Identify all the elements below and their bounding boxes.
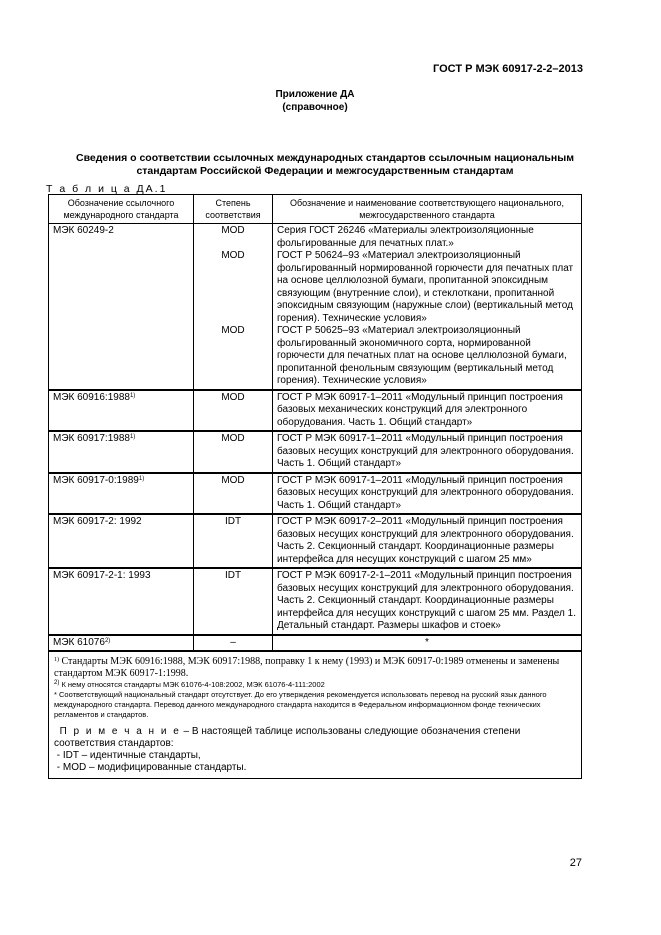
table-body	[49, 224, 582, 652]
degree-value: IDT	[224, 516, 242, 527]
national-standard-cell	[273, 390, 582, 432]
table-caption: Т а б л и ц а ДА.1	[46, 183, 168, 195]
footnote-3: * Соответствующий национальный стандарт отсутствует. До его утверждения рекомендуется использовать перевод на русский язык данного международного стандарта. Перевод данного международного стандарта находится в Федеральном информационном фонде технических регламентов и стандартов.	[54, 690, 547, 719]
page-number: 27	[569, 857, 582, 869]
national-standard-text: ГОСТ Р МЭК 60917-1–2011 «Модульный принцип построения базовых несущих конструкций для электронного оборудования. Часть 1. Общий стандарт»	[277, 433, 574, 469]
correspondence-table-wrap	[48, 194, 582, 779]
national-standard-cell	[273, 568, 582, 635]
footnote-mark: 1)	[138, 475, 145, 482]
national-standard-cell	[273, 224, 582, 390]
note-item-idt-text: - IDT – идентичные стандарты,	[56, 750, 201, 761]
note-text: – В настоящей таблице использованы следующие обозначения степени соответствия стандартов:	[54, 726, 521, 749]
note-label: П р и м е ч а н и е	[59, 726, 181, 737]
degree-cell	[194, 431, 273, 473]
national-standard-text: ГОСТ Р МЭК 60917-1–2011 «Модульный принцип построения базовых механических конструкций для электронного оборудования. Часть 1. Общий стандарт»	[277, 391, 563, 428]
degree-cell	[194, 473, 273, 515]
column-header-degree: Степень соответствия	[194, 195, 273, 224]
annex-title: Приложение ДА	[275, 89, 355, 100]
footnote-mark: 2)	[104, 637, 111, 644]
national-standard-text: ГОСТ Р МЭК 60917-2–2011 «Модульный принцип построения базовых несущих конструкций для электронного оборудования. Часть 2. Секционный стандарт. Координационные размеры интерфейса для несущих конструкций с шагом 25 мм»	[277, 516, 574, 565]
reference-standard-cell	[49, 224, 194, 390]
notes-cell	[49, 651, 582, 779]
degree-value: MOD	[221, 433, 245, 444]
reference-standard: МЭК 60917:1988	[53, 433, 130, 444]
annex-subtitle: (справочное)	[282, 102, 348, 113]
degree-value: –	[230, 636, 236, 648]
footnote-2	[54, 680, 576, 690]
national-standard-text: ГОСТ Р 50624–93 «Материал электроизоляционный фольгированный нормированной горючести для печатных плат на основе целлюлозной бумаги, пропитанной эпоксидным связующим (внутренние слои), и стеклоткани, пропитанной эпоксидным связующим (наружные слои) (вертикальный метод горения). Технические условия»	[277, 250, 574, 324]
national-standard-text: ГОСТ Р МЭК 60917-2-1–2011 «Модульный принцип построения базовых несущих конструкций для электронного оборудования. Часть 2. Секционный стандарт. Координационные размеры интерфейса для несущих конструкций с шагом 25 мм. Раздел 1. Детальный стандарт. Размеры шкафов и стоек»	[277, 570, 576, 631]
reference-standard: МЭК 60916:1988	[53, 391, 130, 403]
national-standard-text: *	[425, 636, 429, 648]
reference-standard-cell	[49, 390, 194, 432]
table-note	[54, 726, 576, 750]
notes-row	[49, 651, 582, 779]
national-standard-cell	[273, 514, 582, 568]
reference-standard-cell	[49, 568, 194, 635]
footnote-mark: 1)	[129, 434, 136, 440]
degree-cell	[194, 635, 273, 652]
degree-value: MOD	[221, 225, 245, 236]
footnote-mark: 1)	[129, 392, 136, 399]
table-row	[49, 224, 582, 390]
reference-standard: МЭК 60917-2-1: 1993	[53, 570, 151, 581]
table-row	[49, 390, 582, 432]
national-standard-text: ГОСТ Р МЭК 60917-1–2011 «Модульный принцип построения базовых несущих конструкций для электронного оборудования. Часть 1. Общий стандарт»	[277, 474, 574, 511]
note-item-mod-text: - MOD – модифицированные стандарты.	[56, 762, 247, 773]
national-standard-cell	[273, 431, 582, 473]
table-row	[49, 635, 582, 652]
reference-standard: МЭК 60917-0:1989	[53, 474, 139, 486]
degree-cell	[194, 224, 273, 390]
reference-standard-cell	[49, 473, 194, 515]
section-heading: Сведения о соответствии ссылочных международных стандартов ссылочным национальным стандартам Российской Федерации и межгосударственным стандартам	[76, 152, 574, 177]
table-row	[49, 473, 582, 515]
correspondence-table	[48, 194, 582, 779]
footnote-1-mark: 1)	[54, 657, 59, 663]
table-row	[49, 431, 582, 473]
degree-cell	[194, 514, 273, 568]
annex-block	[0, 88, 630, 114]
degree-value: MOD	[221, 325, 245, 336]
degree-value: MOD	[221, 250, 245, 261]
column-header-national: Обозначение и наименование соответствующего национального, межгосударственного стандарта	[273, 195, 582, 224]
degree-value: MOD	[221, 474, 245, 486]
footnote-2-mark: 2)	[54, 680, 60, 686]
document-code: ГОСТ Р МЭК 60917-2-2–2013	[433, 63, 583, 75]
national-standard-cell	[273, 473, 582, 515]
reference-standard-cell	[49, 431, 194, 473]
reference-standard: МЭК 60917-2: 1992	[53, 516, 142, 527]
degree-cell	[194, 390, 273, 432]
column-header-reference: Обозначение ссылочного международного стандарта	[49, 195, 194, 224]
national-standard-text: Серия ГОСТ 26246 «Материалы электроизоляционные фольгированные для печатных плат.»	[277, 225, 534, 249]
national-standard-cell	[273, 635, 582, 652]
degree-cell	[194, 568, 273, 635]
reference-standard-cell	[49, 514, 194, 568]
footnote-2-text: К нему относятся стандарты МЭК 61076-4-108:2002, МЭК 61076-4-111:2002	[61, 680, 325, 689]
table-header-row	[49, 195, 582, 224]
footnote-1-text: Стандарты МЭК 60916:1988, МЭК 60917:1988, поправку 1 к нему (1993) и МЭК 60917-0:1989 отменены и заменены стандартом МЭК 60917-1:1998.	[54, 656, 560, 679]
reference-standard: МЭК 61076	[53, 636, 105, 648]
reference-standard: МЭК 60249-2	[53, 225, 114, 236]
degree-value: MOD	[221, 391, 245, 403]
reference-standard-cell	[49, 635, 194, 652]
note-item-mod	[54, 762, 576, 774]
footnote-1	[54, 656, 576, 680]
national-standard-text: ГОСТ Р 50625–93 «Материал электроизоляционный фольгированный экономичного сорта, нормированной горючести для печатных плат на основе целлюлозной бумаги, пропитанной фенольным связующим (вертикальный метод горения). Технические условия»	[277, 325, 567, 386]
degree-value: IDT	[224, 570, 242, 581]
note-item-idt	[54, 750, 576, 762]
table-row	[49, 514, 582, 568]
table-row	[49, 568, 582, 635]
